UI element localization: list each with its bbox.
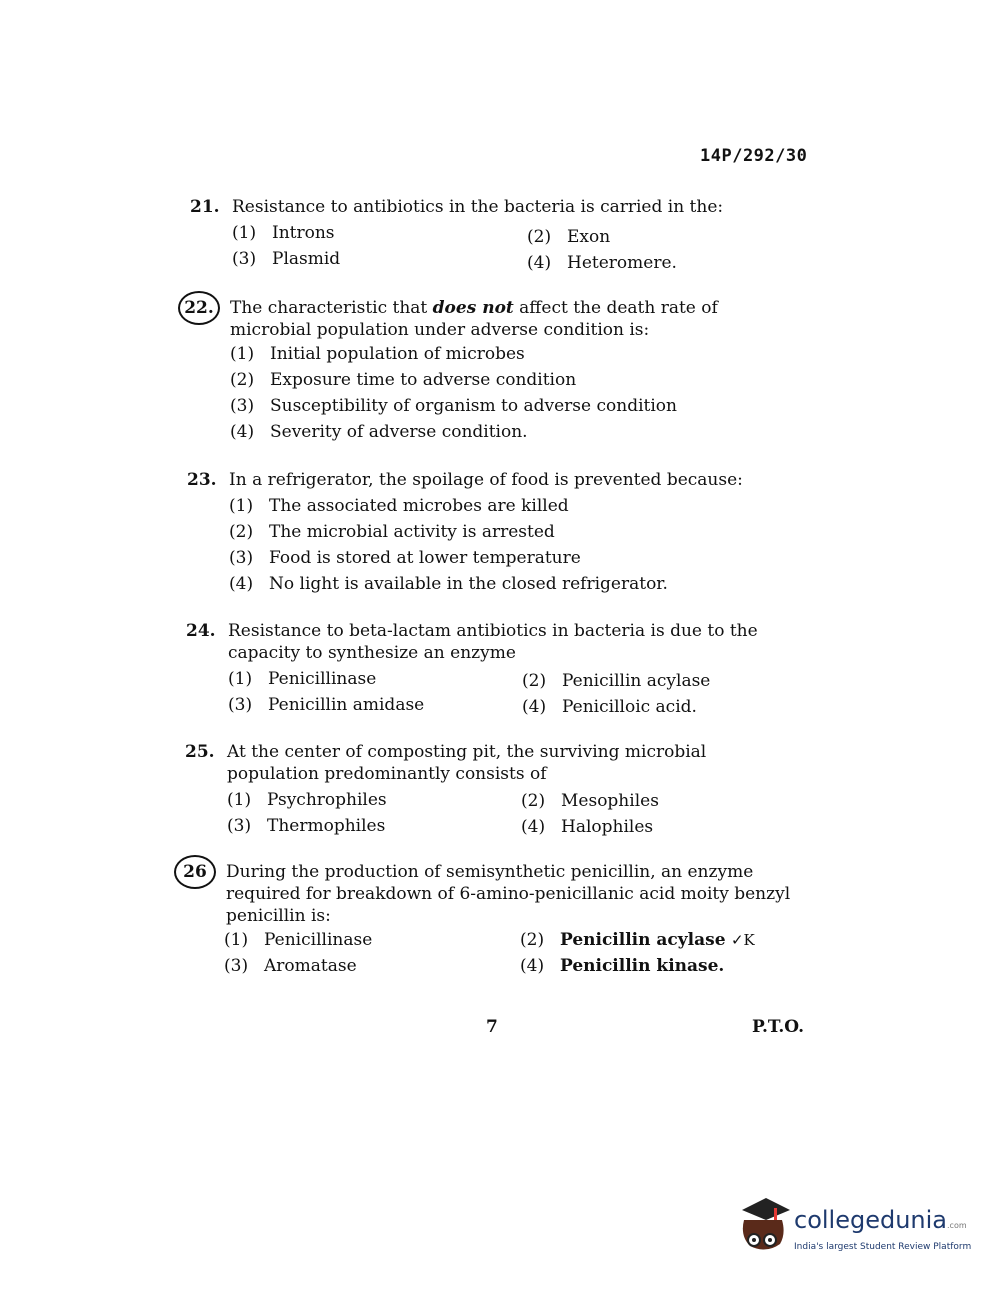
question-stem: Resistance to beta-lactam antibiotics in bacteria is due to the capacity to synthesize an enzyme — [228, 621, 758, 663]
brand-name: collegedunia.com — [794, 1206, 967, 1234]
option-1: (1) Penicillinase — [228, 669, 377, 689]
question-number-circled: 26 — [174, 855, 216, 889]
question-21 — [190, 196, 797, 273]
option-4: (4) Penicilloic acid. — [522, 697, 697, 717]
question-26 — [183, 861, 791, 976]
mascot-icon — [736, 1196, 792, 1258]
option-2: (2) Mesophiles — [521, 791, 659, 811]
question-stem: During the production of semisynthetic penicillin, an enzyme required for breakdown of 6-amino-penicillanic acid moity benzyl penicillin is: — [226, 862, 791, 926]
option-3: (3) Penicillin amidase — [228, 695, 425, 715]
collegedunia-logo — [736, 1196, 972, 1266]
question-number: 24. — [186, 621, 216, 641]
option-4: (4) No light is available in the closed refrigerator. — [229, 574, 668, 594]
paper-code: 14P/292/30 — [700, 146, 808, 166]
option-4: (4) Heteromere. — [527, 253, 677, 273]
option-4: (4) Severity of adverse condition. — [230, 422, 528, 442]
page-number: 7 — [486, 1017, 498, 1037]
question-24 — [186, 620, 793, 717]
question-number: 23. — [187, 470, 217, 490]
handwritten-tick-mark: ✓K — [730, 931, 755, 949]
question-23 — [187, 469, 794, 594]
option-1: (1) Penicillinase — [224, 930, 373, 950]
option-2: (2) Exon — [527, 227, 611, 247]
brand-tagline: India's largest Student Review Platform — [794, 1242, 972, 1252]
question-stem: In a refrigerator, the spoilage of food is prevented because: — [229, 470, 743, 490]
option-4: (4) Halophiles — [521, 817, 654, 837]
question-22 — [184, 297, 795, 442]
option-3: (3) Food is stored at lower temperature — [229, 548, 581, 568]
option-1: (1) Psychrophiles — [227, 790, 387, 810]
option-3: (3) Thermophiles — [227, 816, 386, 836]
question-stem: The characteristic that does not affect the death rate of microbial population under adverse condition is: — [230, 298, 718, 340]
option-1: (1) Introns — [232, 223, 335, 243]
question-25 — [185, 741, 792, 837]
question-number-circled: 22. — [178, 291, 220, 325]
option-1: (1) Initial population of microbes — [230, 344, 525, 364]
option-2: (2) Penicillin acylase ✓K — [520, 930, 755, 950]
option-3: (3) Plasmid — [232, 249, 341, 269]
pto-label: P.T.O. — [752, 1017, 804, 1037]
option-3: (3) Aromatase — [224, 956, 357, 976]
option-3: (3) Susceptibility of organism to adverse condition — [230, 396, 677, 416]
question-stem: At the center of composting pit, the surviving microbial population predominantly consists of — [227, 742, 707, 784]
question-stem: Resistance to antibiotics in the bacteria is carried in the: — [232, 197, 724, 217]
emphasis-does-not: does not — [432, 298, 514, 318]
option-2: (2) The microbial activity is arrested — [229, 522, 555, 542]
option-2: (2) Exposure time to adverse condition — [230, 370, 577, 390]
question-number: 25. — [185, 742, 215, 762]
option-2: (2) Penicillin acylase — [522, 671, 711, 691]
option-4: (4) Penicillin kinase. — [520, 956, 725, 976]
question-number: 21. — [190, 197, 220, 217]
option-1: (1) The associated microbes are killed — [229, 496, 569, 516]
